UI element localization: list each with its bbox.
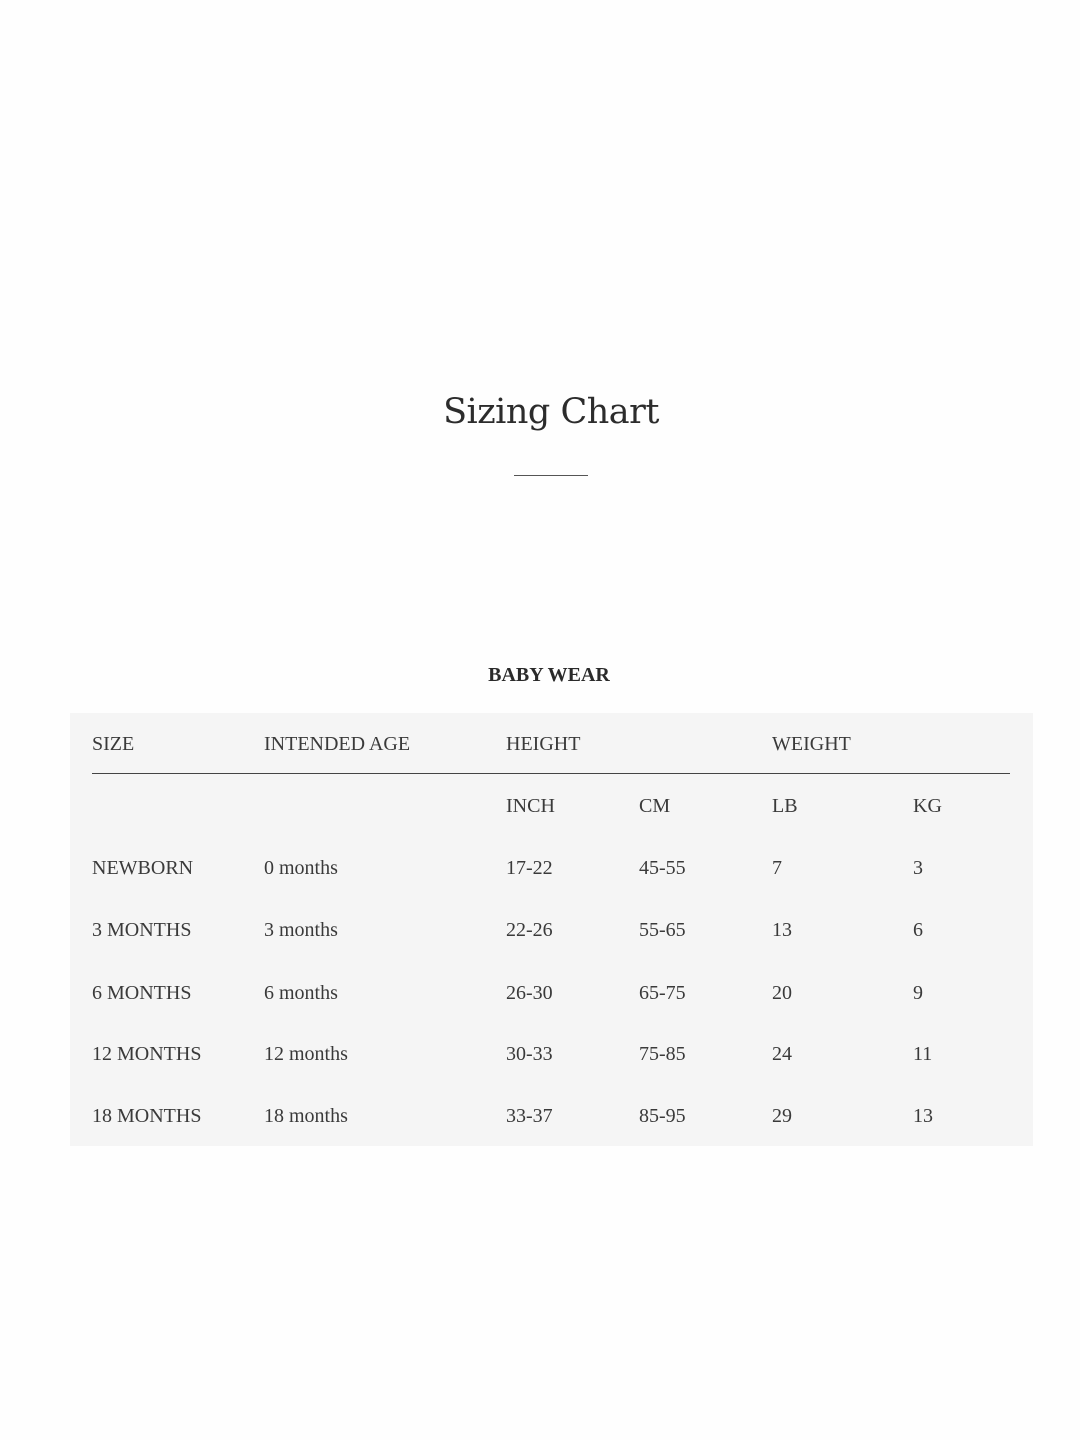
header-size: SIZE xyxy=(92,733,135,755)
row-age: 0 months xyxy=(264,857,338,879)
row-inch: 30-33 xyxy=(506,1043,553,1065)
title-divider xyxy=(514,475,588,476)
page-title: Sizing Chart xyxy=(443,392,659,432)
header-weight: WEIGHT xyxy=(772,733,851,755)
row-size: 12 MONTHS xyxy=(92,1043,202,1065)
subheader-lb: LB xyxy=(772,795,798,817)
subheader-cm: CM xyxy=(639,795,671,817)
header-divider xyxy=(92,773,1010,774)
row-lb: 24 xyxy=(772,1043,792,1065)
row-kg: 13 xyxy=(913,1105,933,1127)
header-intended-age: INTENDED AGE xyxy=(264,733,411,755)
row-size: 3 MONTHS xyxy=(92,919,192,941)
row-size: 18 MONTHS xyxy=(92,1105,202,1127)
row-inch: 33-37 xyxy=(506,1105,553,1127)
row-kg: 11 xyxy=(913,1043,933,1065)
section-title: BABY WEAR xyxy=(488,664,610,686)
row-age: 3 months xyxy=(264,919,338,941)
row-kg: 9 xyxy=(913,982,923,1004)
row-lb: 20 xyxy=(772,982,792,1004)
row-age: 6 months xyxy=(264,982,338,1004)
row-kg: 6 xyxy=(913,919,923,941)
size-table xyxy=(70,713,1033,1146)
row-inch: 22-26 xyxy=(506,919,553,941)
row-cm: 85-95 xyxy=(639,1105,686,1127)
subheader-kg: KG xyxy=(913,795,942,817)
header-height: HEIGHT xyxy=(506,733,581,755)
row-age: 12 months xyxy=(264,1043,348,1065)
row-cm: 65-75 xyxy=(639,982,686,1004)
row-kg: 3 xyxy=(913,857,923,879)
row-lb: 7 xyxy=(772,857,782,879)
row-cm: 55-65 xyxy=(639,919,686,941)
row-inch: 17-22 xyxy=(506,857,553,879)
subheader-inch: INCH xyxy=(506,795,555,817)
row-cm: 45-55 xyxy=(639,857,686,879)
row-lb: 29 xyxy=(772,1105,792,1127)
row-size: 6 MONTHS xyxy=(92,982,192,1004)
row-age: 18 months xyxy=(264,1105,348,1127)
row-size: NEWBORN xyxy=(92,857,194,879)
row-lb: 13 xyxy=(772,919,792,941)
row-inch: 26-30 xyxy=(506,982,553,1004)
row-cm: 75-85 xyxy=(639,1043,686,1065)
